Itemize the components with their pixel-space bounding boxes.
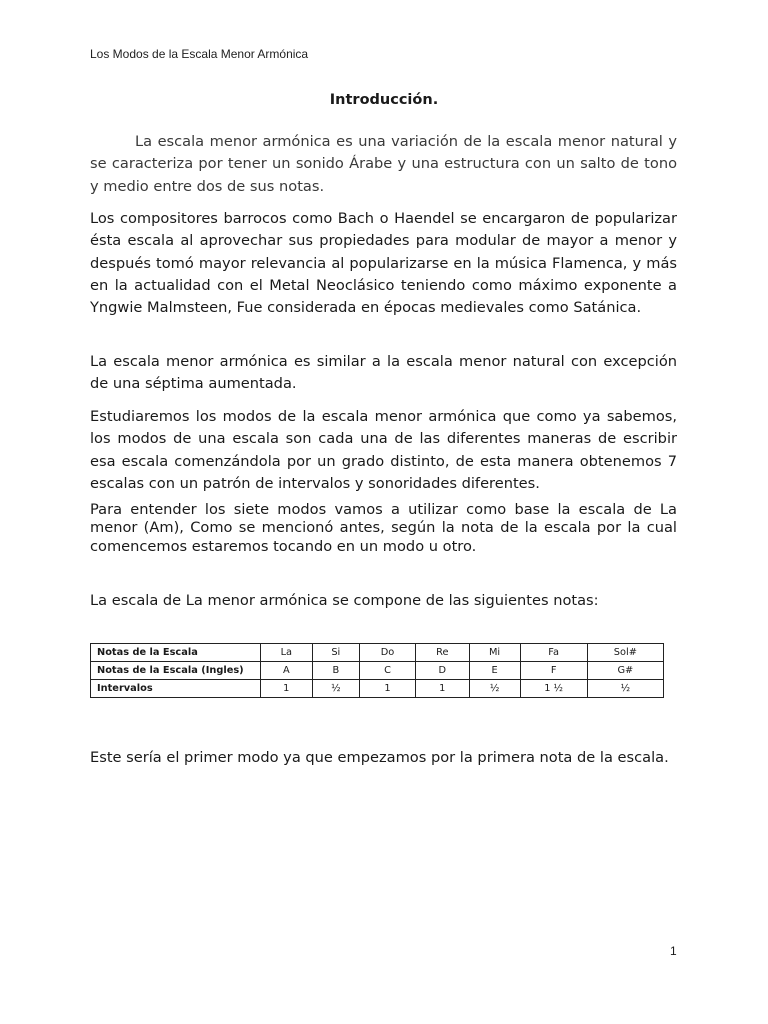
page-number: 1 — [670, 944, 677, 958]
table-cell: Fa — [520, 644, 587, 662]
table-row — [91, 644, 664, 662]
paragraph-base-scale: Para entender los siete modos vamos a utilizar como base la escala de La menor (Am), Como se mencionó antes, según la nota de la escala por la cual comencemos estaremos tocando en un modo u otro. — [90, 501, 677, 555]
table-cell: 1 ½ — [520, 680, 587, 698]
table-cell: B — [312, 662, 359, 680]
table-cell: 1 — [416, 680, 470, 698]
table-cell: La — [261, 644, 313, 662]
paragraph-modes: Estudiaremos los modos de la escala menor armónica que como ya sabemos, los modos de una escala son cada una de las diferentes maneras de escribir esa escala comenzándola por un grado distinto, de esta manera obtenemos 7 escalas con un patrón de intervalos y sonoridades diferentes. — [90, 408, 677, 492]
paragraph-intro: La escala menor armónica es una variación de la escala menor natural y se caracteriza por tener un sonido Árabe y una estructura con un salto de tono y medio entre dos de sus notas. — [90, 133, 677, 195]
table-cell: ½ — [312, 680, 359, 698]
section-title: Introducción. — [329, 92, 439, 108]
table-cell: E — [469, 662, 520, 680]
table-cell: Sol# — [587, 644, 663, 662]
table-cell: ½ — [469, 680, 520, 698]
table-cell: 1 — [261, 680, 313, 698]
table-cell: Si — [312, 644, 359, 662]
table-row-header: Notas de la Escala — [91, 644, 261, 662]
table-cell: Re — [416, 644, 470, 662]
paragraph-first-mode: Este sería el primer modo ya que empezamos por la primera nota de la escala. — [90, 749, 669, 766]
table-cell: 1 — [360, 680, 416, 698]
scale-notes-table — [90, 643, 664, 698]
paragraph-comparison: La escala menor armónica es similar a la escala menor natural con excepción de una séptima aumentada. — [90, 353, 677, 393]
table-cell: A — [261, 662, 313, 680]
table-cell: G# — [587, 662, 663, 680]
table-cell: ½ — [587, 680, 663, 698]
table-cell: F — [520, 662, 587, 680]
paragraph-history: Los compositores barrocos como Bach o Haendel se encargaron de popularizar ésta escala al aprovechar sus propiedades para modular de mayor a menor y después tomó mayor relevancia al popularizarse en la música Flamenca, y más en la actualidad con el Metal Neoclásico teniendo como máximo exponente a Yngwie Malmsteen, Fue considerada en épocas medievales como Satánica. — [90, 210, 677, 317]
table-row-header: Intervalos — [91, 680, 261, 698]
table-row — [91, 662, 664, 680]
table-cell: Mi — [469, 644, 520, 662]
table-row-header: Notas de la Escala (Ingles) — [91, 662, 261, 680]
table-row — [91, 680, 664, 698]
paragraph-scale-notes-intro: La escala de La menor armónica se compone de las siguientes notas: — [90, 592, 599, 609]
table-cell: D — [416, 662, 470, 680]
table-cell: C — [360, 662, 416, 680]
table-cell: Do — [360, 644, 416, 662]
running-header: Los Modos de la Escala Menor Armónica — [90, 47, 309, 61]
